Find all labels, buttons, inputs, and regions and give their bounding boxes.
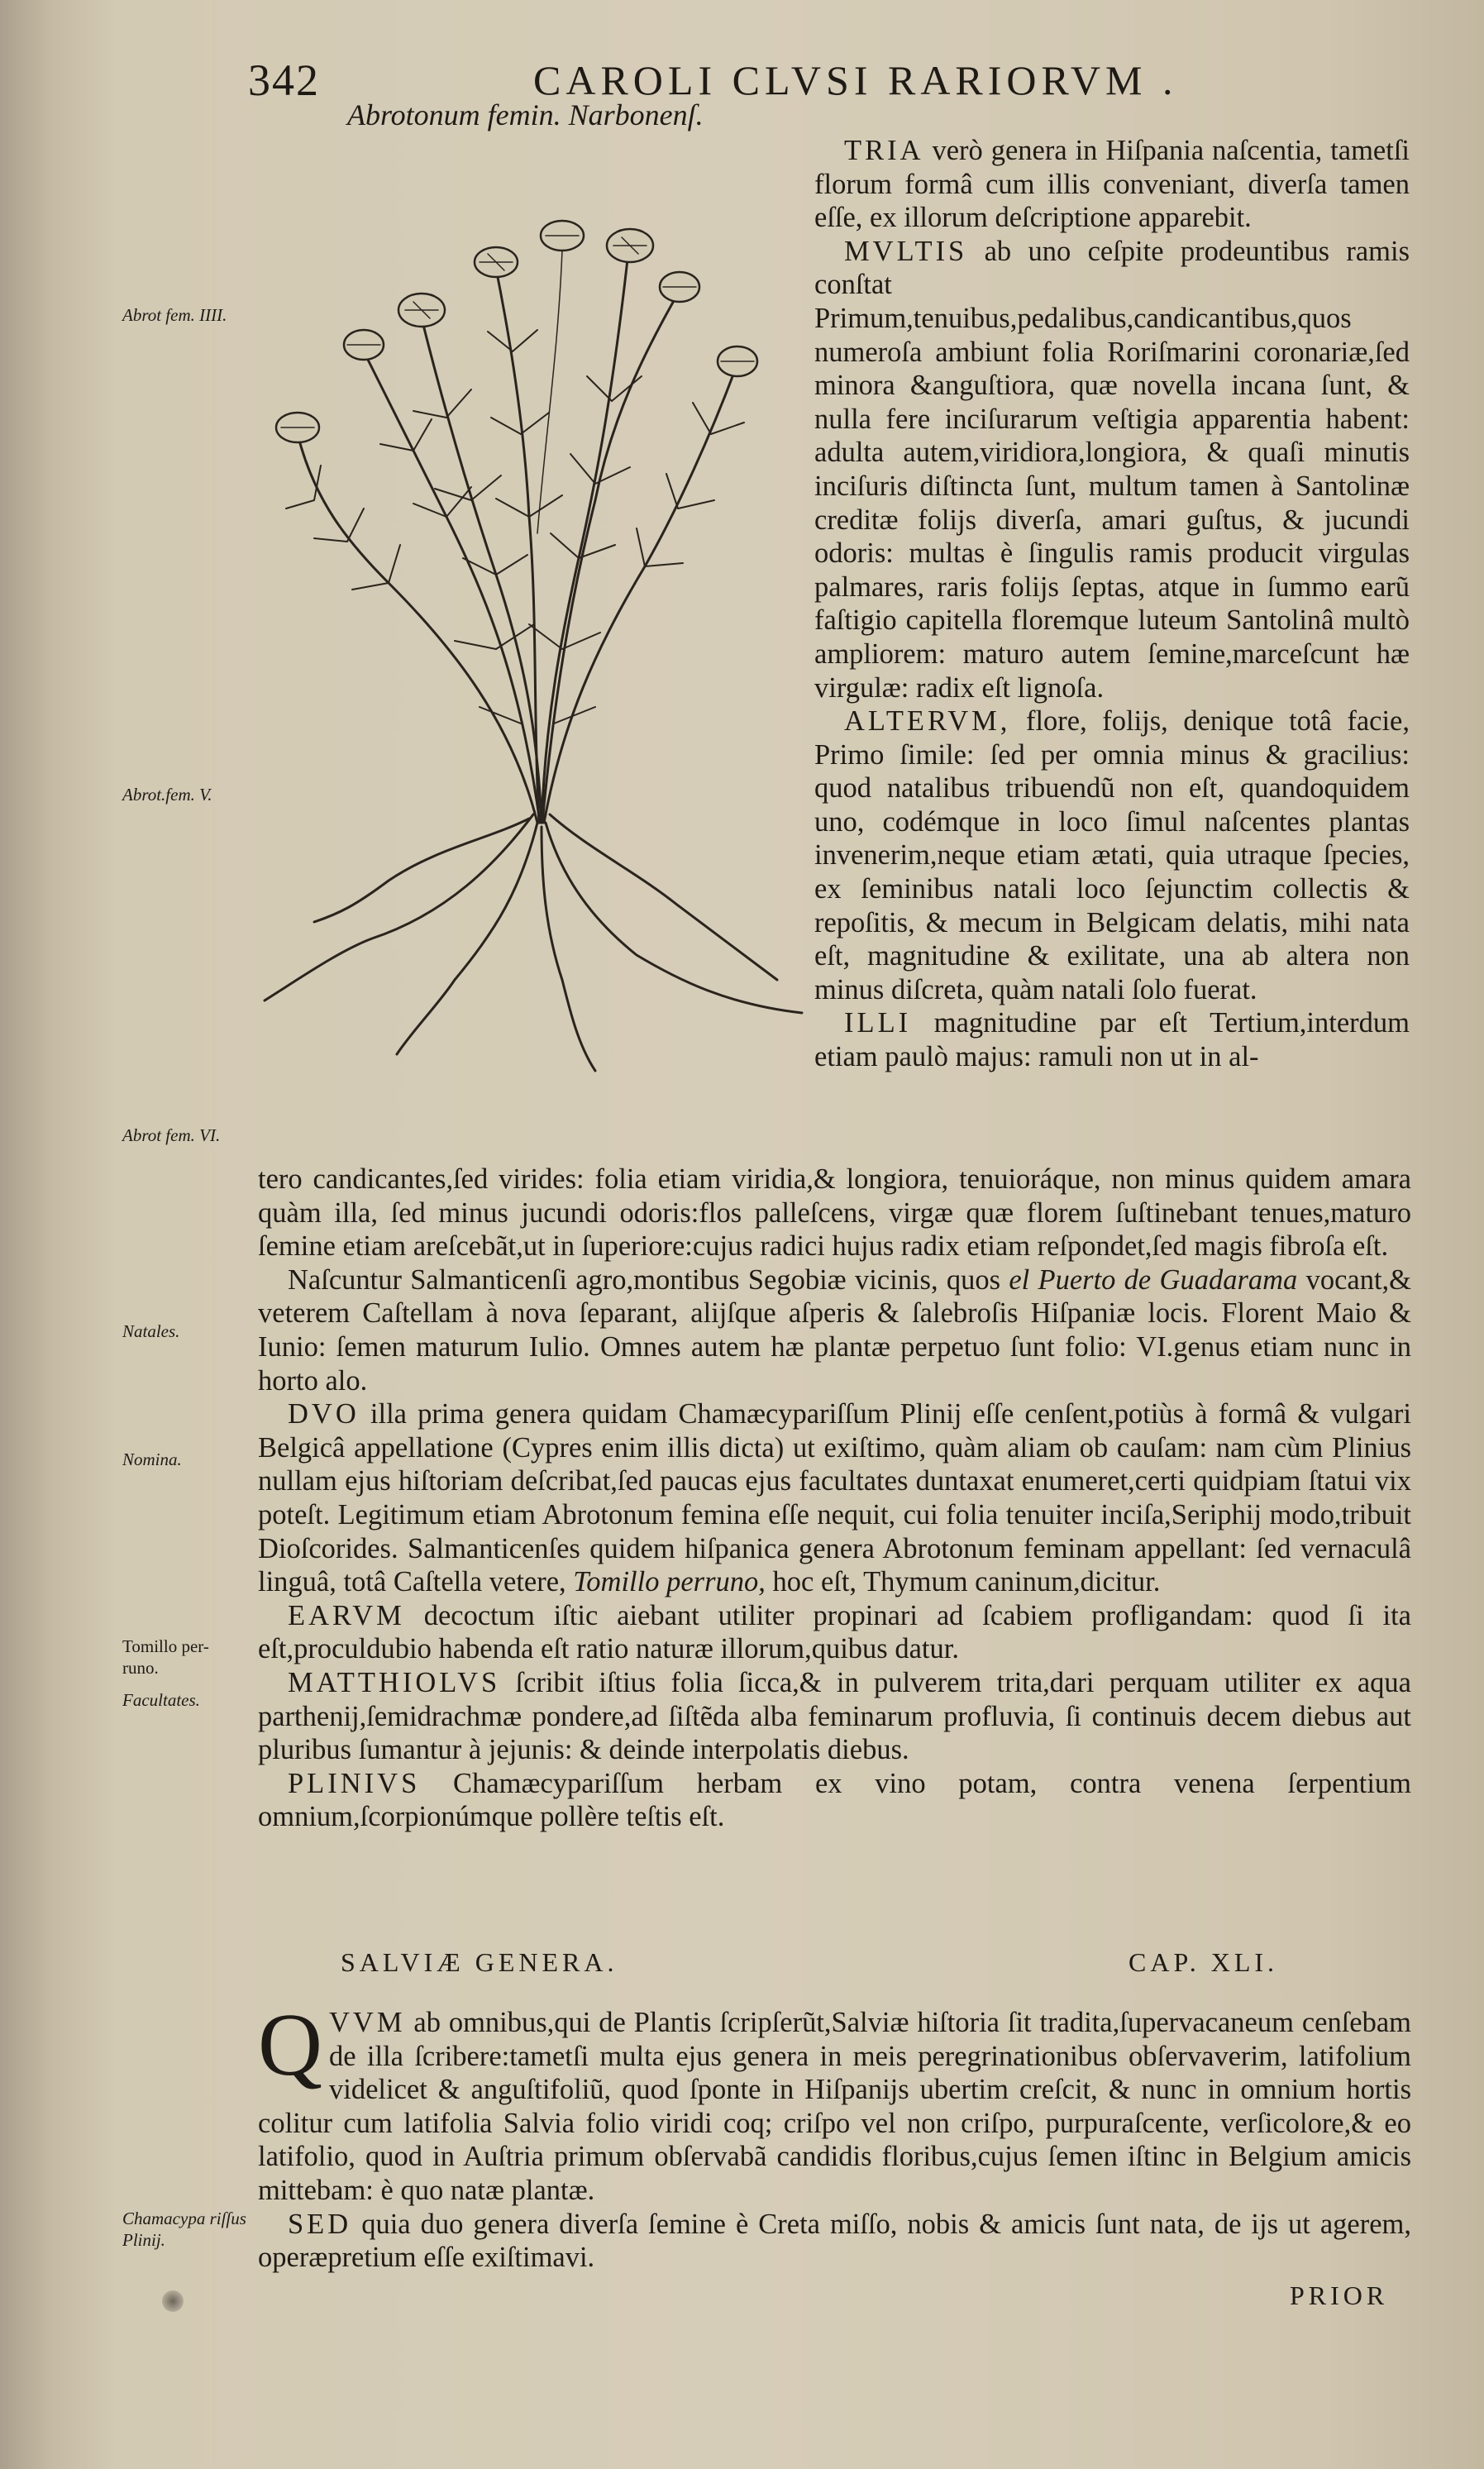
place-name: el Puerto de Guadarama bbox=[1009, 1263, 1298, 1296]
paragraph-body: verò genera in Hiſpania naſcentia, tametſi florum formâ cum illis conveniant, diverſa tamen eſſe, ex illorum deſcriptione apparebit. bbox=[814, 135, 1410, 234]
section-title: SALVIÆ GENERA. bbox=[341, 1947, 618, 1977]
lead-word: ALTERVM, bbox=[844, 705, 1011, 738]
margin-note-abrot-4: Abrot fem. IIII. bbox=[122, 305, 227, 325]
lead-word: VVM bbox=[329, 2007, 406, 2038]
paragraph-nascuntur bbox=[258, 1263, 1411, 1397]
margin-note-nomina: Nomina. bbox=[122, 1449, 182, 1469]
paragraph-matthiolus bbox=[258, 1666, 1411, 1767]
paragraph-alterum bbox=[814, 704, 1410, 1006]
lead-word: EARVM bbox=[288, 1599, 405, 1631]
figure-caption: Abrotonum femin. Narbonenſ. bbox=[347, 98, 704, 131]
paragraph-body: vocant,& veterem Caſtellam à nova ſeparant, alijſque aſperis & ſalebroſis Hiſpaniæ locis. Florent Maio & Iunio: ſemen maturum Iulio. Omnes autem hæ plantæ perpetuo ſunt folio: VI.genus etiam nunc in horto alo. bbox=[258, 1263, 1411, 1397]
lead-word: DVO bbox=[288, 1398, 360, 1430]
paragraph-illi bbox=[814, 1006, 1410, 1073]
margin-note-chamaecyparissus: Chamacypa riſſus Plinij. bbox=[122, 2209, 246, 2250]
paragraph-multis bbox=[814, 235, 1410, 704]
paragraph-sed bbox=[258, 2208, 1411, 2275]
ink-smudge bbox=[162, 2290, 184, 2312]
vernacular-name: Tomillo perruno, bbox=[573, 1566, 766, 1598]
paragraph-body: ſcribit iſtius folia ſicca,& in pulverem trita,dari perquam utiliter ex aqua parthenij,ſemidrachmæ pondere,ad ſiſtẽda alba feminarum profluvia, ſi continuis decem diebus aut pluribus ſumantur à jejunis: & deinde interpolatis diebus. bbox=[258, 1666, 1411, 1766]
margin-note-tomillo: Tomillo per- runo. bbox=[122, 1636, 209, 1678]
column-text bbox=[814, 134, 1410, 1074]
margin-note-facultates: Facultates. bbox=[122, 1690, 200, 1710]
margin-note-abrot-5: Abrot.fem. V. bbox=[122, 785, 212, 805]
lead-word: MVLTIS bbox=[844, 235, 968, 267]
paragraph-earum bbox=[258, 1599, 1411, 1666]
page-header bbox=[0, 55, 1484, 112]
lead-word: ILLI bbox=[844, 1007, 912, 1039]
drop-capital: Q bbox=[258, 1996, 322, 2094]
plant-engraving-icon bbox=[248, 186, 818, 1087]
paragraph-duo bbox=[258, 1397, 1411, 1599]
paragraph-body: magnitudine par eſt Tertium,interdum etiam paulò majus: ramuli non ut in al- bbox=[814, 1007, 1410, 1073]
full-width-text bbox=[258, 1163, 1411, 1834]
paragraph-body: decoctum iſtic aiebant utiliter propinari ad ſcabiem profligandam: quod ſi ita eſt,proculdubio habenda eſt ratio naturæ illorum,quibus datur. bbox=[258, 1599, 1411, 1665]
paragraph-body: hoc eſt, Thymum caninum,dicitur. bbox=[765, 1566, 1161, 1598]
paragraph-body: ab uno ceſpite prodeuntibus ramis conſtat Primum,tenuibus,pedalibus,candicantibus,quos numeroſa ambiunt folia Roriſmarini coronariæ,ſed minora &anguſtiora, quæ novella incana ſunt, & nulla fere inciſurarum veſtigia apparentia habent: adulta autem,viridiora,longiora, & quaſi minutis inciſuris diſtincta ſunt, multum tamen à Santolinæ creditæ folijs diverſa, amari guſtus, & jucundi odoris: multas è ſingulis ramis producit virgulas palmares, raris folijs ſeptas, atque in ſummo earũ faſtigio capitella floremque luteum Santolinâ multò ampliorem: maturo autem ſemine,marceſcunt hæ virgulæ: radix eſt lignoſa. bbox=[814, 235, 1410, 704]
paragraph-illi-continued: tero candicantes,ſed virides: folia etiam viridia,& longiora, tenuioráque, non minus quidem amara quàm illa, ſed minus jucundi odoris:flos palleſcens, virgæ quæ florem ſuſtinebant tenues,maturo ſemine etiam areſcebãt,ut in ſuperiore:cujus radici hujus radix etiam reſpondet,ſed magis fibroſa eſt. bbox=[258, 1163, 1411, 1263]
paragraph-body: quia duo genera diverſa ſemine è Creta miſſo, nobis & amicis ſunt nata, de ijs ut agerem, operæpretium eſſe exiſtimavi. bbox=[258, 2208, 1411, 2274]
catchword: PRIOR bbox=[1290, 2280, 1389, 2310]
paragraph-plinius bbox=[258, 1767, 1411, 1834]
paragraph-quum bbox=[258, 1996, 1411, 2208]
running-head: CAROLI CLVSI RARIORVM . bbox=[533, 57, 1178, 103]
lead-word: TRIA bbox=[844, 135, 924, 166]
chapter-number: CAP. XLI. bbox=[1129, 1947, 1279, 1977]
lead-word: MATTHIOLVS bbox=[288, 1666, 501, 1698]
paragraph-body: Chamæcypariſſum herbam ex vino potam, contra venena ſerpentium omnium,ſcorpionúmque pollère teſtis eſt. bbox=[258, 1767, 1411, 1833]
paragraph-tria bbox=[814, 134, 1410, 235]
page-number: 342 bbox=[248, 55, 320, 105]
paragraph-body: flore, folijs, denique totâ facie, Primo ſimile: ſed per omnia minus & gracilius: quod natalibus tribuendũ non eſt, quandoquidem uno, codémque in loco ſimul naſcentes plantas invenerim,neque etiam ætati, quia utraque ſpecies, ex ſeminibus natali loco ſejunctim collectis & repoſitis, & mecum in Belgicam delatis, mihi nata eſt, magnitudine & exilitate, una ab altera non minus diſcreta, quàm natali ſolo fuerat. bbox=[814, 705, 1410, 1005]
paragraph-body: Naſcuntur Salmanticenſi agro,montibus Segobiæ vicinis, quos bbox=[288, 1263, 1009, 1296]
margin-note-natales: Natales. bbox=[122, 1321, 180, 1341]
paragraph-body: illa prima genera quidam Chamæcypariſſum Plinij eſſe cenſent,potiùs à formâ & vulgari Belgicâ appellatione (Cypres enim illis dicta) ut exiſtimo, quàm aliam ob cauſam: nam cùm Plinius nullam ejus hiſtoriam deſcribat,ſed paucas ejus facultates duntaxat enumeret,certi quidpiam ſtatui vix poteſt. Legitimum etiam Abrotonum femina eſſe nequit, cui folia tenuiter inciſa,Seriphij modo,tribuit Dioſcorides. Salmanticenſes quidem hiſpanica genera Abrotonum feminam appellant: ſed vernaculâ linguâ, totâ Caſtella vetere, bbox=[258, 1398, 1411, 1598]
lead-word: SED bbox=[288, 2208, 352, 2240]
lead-word: PLINIVS bbox=[288, 1767, 421, 1799]
paragraph-body: ab omnibus,qui de Plantis ſcripſerũt,Salviæ hiſtoria ſit tradita,ſupervacaneum cenſebam de illa ſcribere:tametſi multa ejus genera in meis peregrinationibus obſervaverim, latifolium videlicet & anguſtifoliũ, quod ſponte in Hiſpanijs ubertim creſcit, & nunc in omnium hortis colitur cum latifolia Salvia folio viridi coq; criſpo vel non criſpo, purpuraſcente, verſicolore,& eo latifolio, quod in Auſtria primum obſervabã candidis floribus,cujus ſemen iſtinc in Belgium amicis mittebam: è quo natæ plantæ. bbox=[258, 2007, 1411, 2206]
margin-note-abrot-6: Abrot fem. VI. bbox=[122, 1125, 221, 1145]
section-text bbox=[258, 1996, 1411, 2275]
